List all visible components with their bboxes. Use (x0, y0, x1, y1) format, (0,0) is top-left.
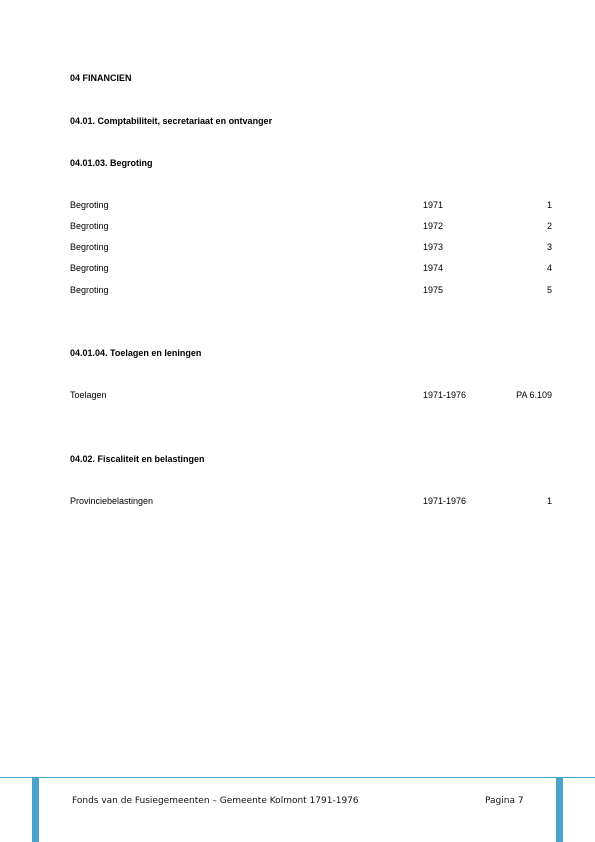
footer-right-accent-bar (556, 778, 563, 842)
footer-divider (0, 777, 595, 778)
row-number: 4 (546, 263, 552, 273)
table-row (70, 496, 552, 510)
row-title: Begroting (70, 200, 109, 210)
table-row (70, 285, 552, 299)
table-row (70, 263, 552, 277)
footer-left-accent-bar (32, 778, 39, 842)
section-heading-begroting: 04.01.03. Begroting (70, 158, 153, 168)
table-row (70, 390, 552, 404)
row-number: 3 (546, 242, 552, 252)
page-number: Pagina 7 (485, 796, 524, 806)
row-period: 1971-1976 (423, 390, 467, 400)
row-period: 1973 (423, 242, 444, 252)
row-title: Toelagen (70, 390, 107, 400)
section-heading-toelagen: 04.01.04. Toelagen en leningen (70, 348, 202, 358)
section-heading-fiscaliteit: 04.02. Fiscaliteit en belastingen (70, 454, 205, 464)
section-heading-comptabiliteit: 04.01. Comptabiliteit, secretariaat en ontvanger (70, 116, 273, 126)
row-number: 1 (546, 200, 552, 210)
row-number: 5 (546, 285, 552, 295)
row-title: Begroting (70, 263, 109, 273)
row-number: PA 6.109 (516, 390, 552, 400)
table-row (70, 221, 552, 235)
row-title: Provinciebelastingen (70, 496, 154, 506)
row-title: Begroting (70, 242, 109, 252)
row-period: 1971-1976 (423, 496, 467, 506)
row-period: 1971 (423, 200, 444, 210)
footer-title: Fonds van de Fusiegemeenten – Gemeente Kolmont 1791-1976 (72, 796, 359, 806)
table-row (70, 242, 552, 256)
row-period: 1974 (423, 263, 444, 273)
row-period: 1972 (423, 221, 444, 231)
table-row (70, 200, 552, 214)
row-title: Begroting (70, 285, 109, 295)
row-number: 2 (546, 221, 552, 231)
section-heading-financien: 04 FINANCIEN (70, 73, 132, 83)
row-title: Begroting (70, 221, 109, 231)
row-period: 1975 (423, 285, 444, 295)
row-number: 1 (546, 496, 552, 506)
